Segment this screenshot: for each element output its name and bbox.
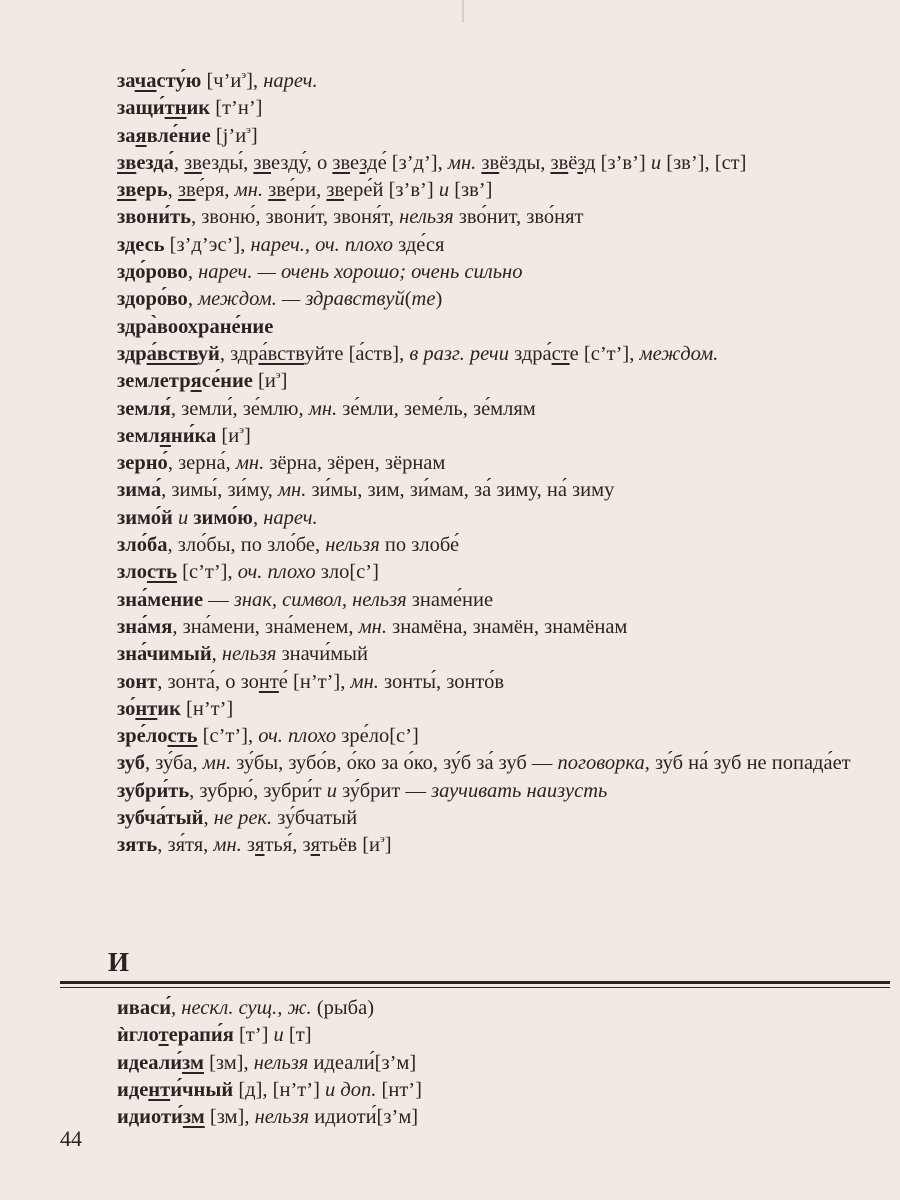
entry-text: е́ [н’т’], xyxy=(278,670,351,693)
entry-text: , зу́ба, xyxy=(145,752,203,775)
dictionary-section-i xyxy=(60,995,890,1131)
entry-text: ерь xyxy=(136,179,168,202)
entry-text: знаме́ние xyxy=(406,588,494,611)
entry-text: ] xyxy=(250,124,258,147)
entry-text: [н’т’] xyxy=(180,697,234,720)
entry-text: езда́ xyxy=(136,151,174,174)
entry-headword: зубча́тый xyxy=(117,807,204,830)
dictionary-entry xyxy=(60,587,890,614)
dictionary-entry xyxy=(60,805,890,832)
entry-text: зв xyxy=(326,179,345,202)
entry-headword: зерно́ xyxy=(117,452,168,475)
entry-headword: зв xyxy=(117,179,137,202)
entry-headword: защи́ xyxy=(117,97,165,120)
entry-text: езду́, о xyxy=(271,151,333,174)
entry-text: , звоню́, звони́т, звоня́т, xyxy=(190,206,400,229)
dictionary-entry xyxy=(60,696,890,723)
entry-text: нельзя xyxy=(325,534,380,557)
entry-text: зу́брит — xyxy=(336,779,432,802)
entry-headword: звони́ть xyxy=(117,206,191,229)
dictionary-entry xyxy=(60,204,890,231)
entry-text: мн. xyxy=(234,179,263,202)
entry-text: нареч. xyxy=(263,506,318,529)
entry-text: значи́мый xyxy=(276,643,368,666)
dictionary-entry xyxy=(60,505,890,532)
entry-text: [зм], xyxy=(203,1051,254,1074)
entry-text: оч. плохо xyxy=(258,725,337,748)
entry-text: зм xyxy=(182,1051,204,1074)
entry-text: зв xyxy=(253,151,272,174)
entry-text: нт xyxy=(135,697,158,720)
dictionary-entry xyxy=(60,832,890,859)
entry-text: , земли́, зе́млю, xyxy=(170,397,309,420)
entry-text: е́ря, xyxy=(195,179,235,202)
dictionary-entry xyxy=(60,778,890,805)
entry-headword: землетр xyxy=(117,370,191,393)
section-divider xyxy=(60,981,890,990)
dictionary-entry xyxy=(60,723,890,750)
entry-headword: зв xyxy=(117,151,137,174)
entry-headword: земля́ xyxy=(117,397,171,420)
entry-text: зв xyxy=(177,179,196,202)
page-spine-mark xyxy=(462,0,464,22)
entry-text: я xyxy=(135,124,147,147)
entry-text: (рыба) xyxy=(311,997,375,1019)
entry-text: я xyxy=(255,834,265,857)
entry-text: э xyxy=(241,69,247,81)
dictionary-entry xyxy=(60,532,890,559)
entry-text: зре́ло[с’] xyxy=(336,725,419,748)
entry-text: э xyxy=(275,369,281,382)
entry-text: здра́ xyxy=(508,342,552,365)
entry-text: се́ние xyxy=(201,370,253,393)
entry-headword: зо́ xyxy=(117,697,136,720)
entry-headword: зло xyxy=(117,561,147,584)
entry-text: а́вств xyxy=(146,342,198,365)
entry-text: , xyxy=(203,807,214,830)
entry-text: е́ри, xyxy=(285,179,327,202)
entry-text: зв xyxy=(184,151,202,174)
entry-text: сть xyxy=(147,561,178,584)
entry-text: ] xyxy=(280,370,288,393)
entry-text: , зя́тя, xyxy=(157,834,214,857)
entry-headword: идеали́ xyxy=(117,1051,183,1074)
entry-text: [з’д’эс’], xyxy=(164,233,251,256)
dictionary-entry xyxy=(60,450,890,477)
entry-text: [т’н’] xyxy=(210,97,263,120)
entry-text: нт xyxy=(258,670,279,693)
entry-text: , зимы́, зи́му, xyxy=(161,479,278,502)
entry-headword: здр xyxy=(117,342,147,365)
entry-text: зи́мы, зим, зи́мам, за́ зиму, на́ зиму xyxy=(306,479,615,502)
entry-text: я xyxy=(310,834,320,857)
entry-text: зимо́ю xyxy=(193,506,253,529)
entry-text: мн. xyxy=(447,151,477,174)
dictionary-entry xyxy=(60,1050,890,1077)
entry-text: поговорка xyxy=(557,752,645,775)
entry-text: в разг. речи xyxy=(409,342,509,365)
entry-text: зм xyxy=(182,1106,205,1129)
entry-text: и́чный xyxy=(170,1078,234,1101)
entry-text: мн. xyxy=(358,615,387,638)
entry-text: е [с’т’], xyxy=(569,342,640,365)
dictionary-entry xyxy=(60,423,890,450)
entry-text: нареч. — очень хорошо; очень сильно xyxy=(198,261,523,284)
entry-text: , зна́мени, зна́менем, xyxy=(172,615,359,638)
entry-text: зёрна, зёрен, зёрнам xyxy=(264,452,446,475)
entry-text: сть xyxy=(167,725,198,748)
entry-text: э xyxy=(380,833,385,846)
entry-text: [з’в’] xyxy=(595,151,651,174)
entry-headword: зуб xyxy=(117,752,146,775)
dictionary-entry xyxy=(60,177,890,204)
entry-text: зу́бы, зубо́в, о́ко за о́ко, зу́б за́ зуб — xyxy=(231,752,558,775)
entry-text: зе́мли, земе́ль, зе́млям xyxy=(337,397,536,420)
dictionary-entry xyxy=(60,286,890,313)
entry-text: зв xyxy=(332,151,351,174)
entry-text: и xyxy=(650,151,662,174)
entry-text: зво́нит, зво́нят xyxy=(453,206,584,229)
entry-text: , зу́б на́ зуб не попада́ет xyxy=(644,752,851,775)
dictionary-entry xyxy=(60,1104,890,1131)
dictionary-entry xyxy=(60,477,890,504)
entry-text: мн. xyxy=(350,670,379,693)
entry-text: ни́ка xyxy=(170,424,217,447)
entry-text: , зубрю́, зубри́т xyxy=(189,779,327,802)
entry-text: мн. xyxy=(308,397,338,420)
entry-text: идеали́[з’м] xyxy=(308,1051,417,1074)
entry-text: нельзя xyxy=(253,1051,309,1074)
entry-text: уй xyxy=(197,342,220,365)
entry-text: нельзя xyxy=(221,643,277,666)
entry-text: я xyxy=(190,370,202,393)
entry-headword: зна́мя xyxy=(117,615,173,638)
entry-text: зу́бчатый xyxy=(272,807,358,830)
dictionary-entry xyxy=(60,232,890,259)
entry-headword: зна́чимый xyxy=(117,643,212,666)
dictionary-entry xyxy=(60,669,890,696)
dictionary-entry xyxy=(60,1022,890,1049)
dictionary-entry xyxy=(60,150,890,177)
dictionary-entry xyxy=(60,314,890,341)
entry-text: знамёна, знамён, знамёнам xyxy=(386,615,628,638)
entry-text: , зло́бы, по зло́бе, xyxy=(167,534,326,557)
entry-text: зв xyxy=(268,179,286,202)
entry-text: , xyxy=(171,997,182,1019)
entry-text: я xyxy=(159,424,171,447)
entry-text: те xyxy=(411,288,436,311)
page-number: 44 xyxy=(60,1126,82,1151)
entry-text: нескл. сущ., ж. xyxy=(181,997,312,1019)
dictionary-entry xyxy=(60,259,890,286)
entry-text: ) xyxy=(435,288,443,311)
dictionary-entry xyxy=(60,368,890,395)
entry-headword: здо́рово xyxy=(117,261,188,284)
entry-text: , xyxy=(211,643,222,666)
entry-text: не рек. xyxy=(213,807,273,830)
entry-text: , xyxy=(173,151,185,174)
entry-text: [ч’и xyxy=(201,70,242,92)
entry-headword: зло́ба xyxy=(117,534,168,557)
entry-text: , xyxy=(167,179,178,202)
entry-text: [с’т’], xyxy=(177,561,238,584)
entry-text: т xyxy=(158,1024,169,1047)
dictionary-entry xyxy=(60,559,890,586)
entry-text: заучивать наизусть xyxy=(431,779,608,802)
entry-text: д xyxy=(128,1078,140,1101)
entry-text: ] xyxy=(243,424,251,447)
entry-headword: иваси́ xyxy=(117,997,172,1019)
entry-text: ], xyxy=(246,70,264,92)
entry-headword: за xyxy=(117,124,136,147)
dictionary-entry xyxy=(60,396,890,423)
entry-text: , зерна́, xyxy=(167,452,236,475)
entry-text: [зм], xyxy=(204,1106,255,1129)
entry-text: а́вств xyxy=(258,342,305,365)
dictionary-entry xyxy=(60,614,890,641)
entry-text: [зв’], [ст] xyxy=(661,151,747,174)
entry-text: междом. xyxy=(639,342,719,365)
entry-headword: зна́мение xyxy=(117,588,204,611)
entry-headword: зре́ло xyxy=(117,725,168,748)
dictionary-entry xyxy=(60,995,890,1022)
entry-text: ё xyxy=(568,151,578,174)
entry-text: [и xyxy=(216,424,240,447)
entry-text: , xyxy=(252,506,264,529)
entry-headword: зонт xyxy=(117,670,158,693)
entry-text: зде́ся xyxy=(393,233,445,256)
entry-text: , xyxy=(187,288,199,311)
entry-text: ст xyxy=(551,342,570,365)
entry-text: зв xyxy=(481,151,500,174)
entry-text: сту́ю xyxy=(156,70,202,92)
entry-headword: зубри́ть xyxy=(117,779,190,802)
entry-text: зло[с’] xyxy=(315,561,379,584)
dictionary-entry xyxy=(60,68,890,95)
entry-text: [т’] xyxy=(233,1024,274,1047)
section-heading: И xyxy=(108,947,130,977)
entry-text: [нт’] xyxy=(376,1078,422,1101)
entry-text: и xyxy=(438,179,450,202)
entry-headword: зять xyxy=(117,834,158,857)
entry-text: [j’и xyxy=(210,124,247,147)
entry-headword: зима́ xyxy=(117,479,162,502)
entry-text: э xyxy=(239,423,244,436)
entry-text: ] xyxy=(384,834,392,857)
entry-headword: здра̀воохране́ние xyxy=(117,315,274,338)
entry-text: зд xyxy=(359,151,378,174)
entry-text: зонты́, зонто́в xyxy=(378,670,505,693)
entry-text: ча xyxy=(134,70,157,92)
entry-text: [и xyxy=(252,370,276,393)
entry-text: нельзя xyxy=(399,206,454,229)
entry-text: нареч. xyxy=(263,70,318,92)
entry-text: , здр xyxy=(219,342,259,365)
entry-headword: ѝгло xyxy=(117,1024,159,1047)
entry-text: нельзя xyxy=(254,1106,310,1129)
entry-text: , зонта́, о зо xyxy=(157,670,259,693)
entry-text: идиоти́[з’м] xyxy=(309,1106,419,1129)
entry-text: и доп. xyxy=(325,1078,377,1101)
entry-text: е xyxy=(350,151,360,174)
entry-text: ик xyxy=(186,97,211,120)
entry-headword: здоро́во xyxy=(117,288,188,311)
entry-text: — xyxy=(203,588,234,611)
entry-text: э xyxy=(246,123,251,136)
entry-text: з xyxy=(241,834,256,857)
entry-text: вле́ние xyxy=(146,124,211,147)
entry-text: езды́, xyxy=(201,151,254,174)
entry-text: тьёв [и xyxy=(320,834,381,857)
entry-text: мн. xyxy=(202,752,232,775)
entry-text: ерапи́я xyxy=(168,1024,234,1047)
entry-headword: земл xyxy=(117,424,160,447)
dictionary-entry xyxy=(60,95,890,122)
entry-text: зд xyxy=(577,151,596,174)
entry-text: и xyxy=(172,506,194,529)
entry-headword: здесь xyxy=(117,233,165,256)
entry-text: по злобе́ xyxy=(379,534,460,557)
entry-text: е xyxy=(139,1078,149,1101)
dictionary-entry xyxy=(60,750,890,777)
entry-text: мн. xyxy=(213,834,242,857)
entry-text: , xyxy=(187,261,199,284)
dictionary-entry xyxy=(60,641,890,668)
entry-headword: и xyxy=(117,1078,129,1101)
entry-headword: за xyxy=(117,70,135,92)
entry-text: мн. xyxy=(235,452,265,475)
entry-text: ере́й [з’в’] xyxy=(344,179,439,202)
entry-text: тн xyxy=(164,97,187,120)
dictionary-entry xyxy=(60,123,890,150)
entry-text: ёзды, xyxy=(499,151,551,174)
entry-text: зв xyxy=(550,151,569,174)
entry-text: оч. плохо xyxy=(237,561,316,584)
entry-text: уйте [а́ств], xyxy=(304,342,410,365)
entry-text: нареч., оч. плохо xyxy=(250,233,393,256)
entry-text: и xyxy=(273,1024,284,1047)
entry-text: и xyxy=(326,779,337,802)
entry-text: [т] xyxy=(283,1024,312,1047)
entry-text: [д], [н’т’] xyxy=(233,1078,326,1101)
entry-text: тья́, з xyxy=(264,834,311,857)
dictionary-section-z xyxy=(60,68,890,860)
entry-text: [зв’] xyxy=(449,179,493,202)
entry-text: е́ [з’д’], xyxy=(377,151,448,174)
entry-text: нт xyxy=(148,1078,171,1101)
entry-text: знак, символ, нельзя xyxy=(233,588,407,611)
entry-headword: идиоти́ xyxy=(117,1106,183,1129)
entry-text: междом. — здравствуй xyxy=(198,288,405,311)
dictionary-entry xyxy=(60,1077,890,1104)
entry-text: ик xyxy=(157,697,181,720)
entry-text: [с’т’], xyxy=(197,725,259,748)
dictionary-entry xyxy=(60,341,890,368)
entry-text: мн. xyxy=(277,479,307,502)
entry-headword: зимо́й xyxy=(117,506,173,529)
entry-text: ( xyxy=(404,288,412,311)
